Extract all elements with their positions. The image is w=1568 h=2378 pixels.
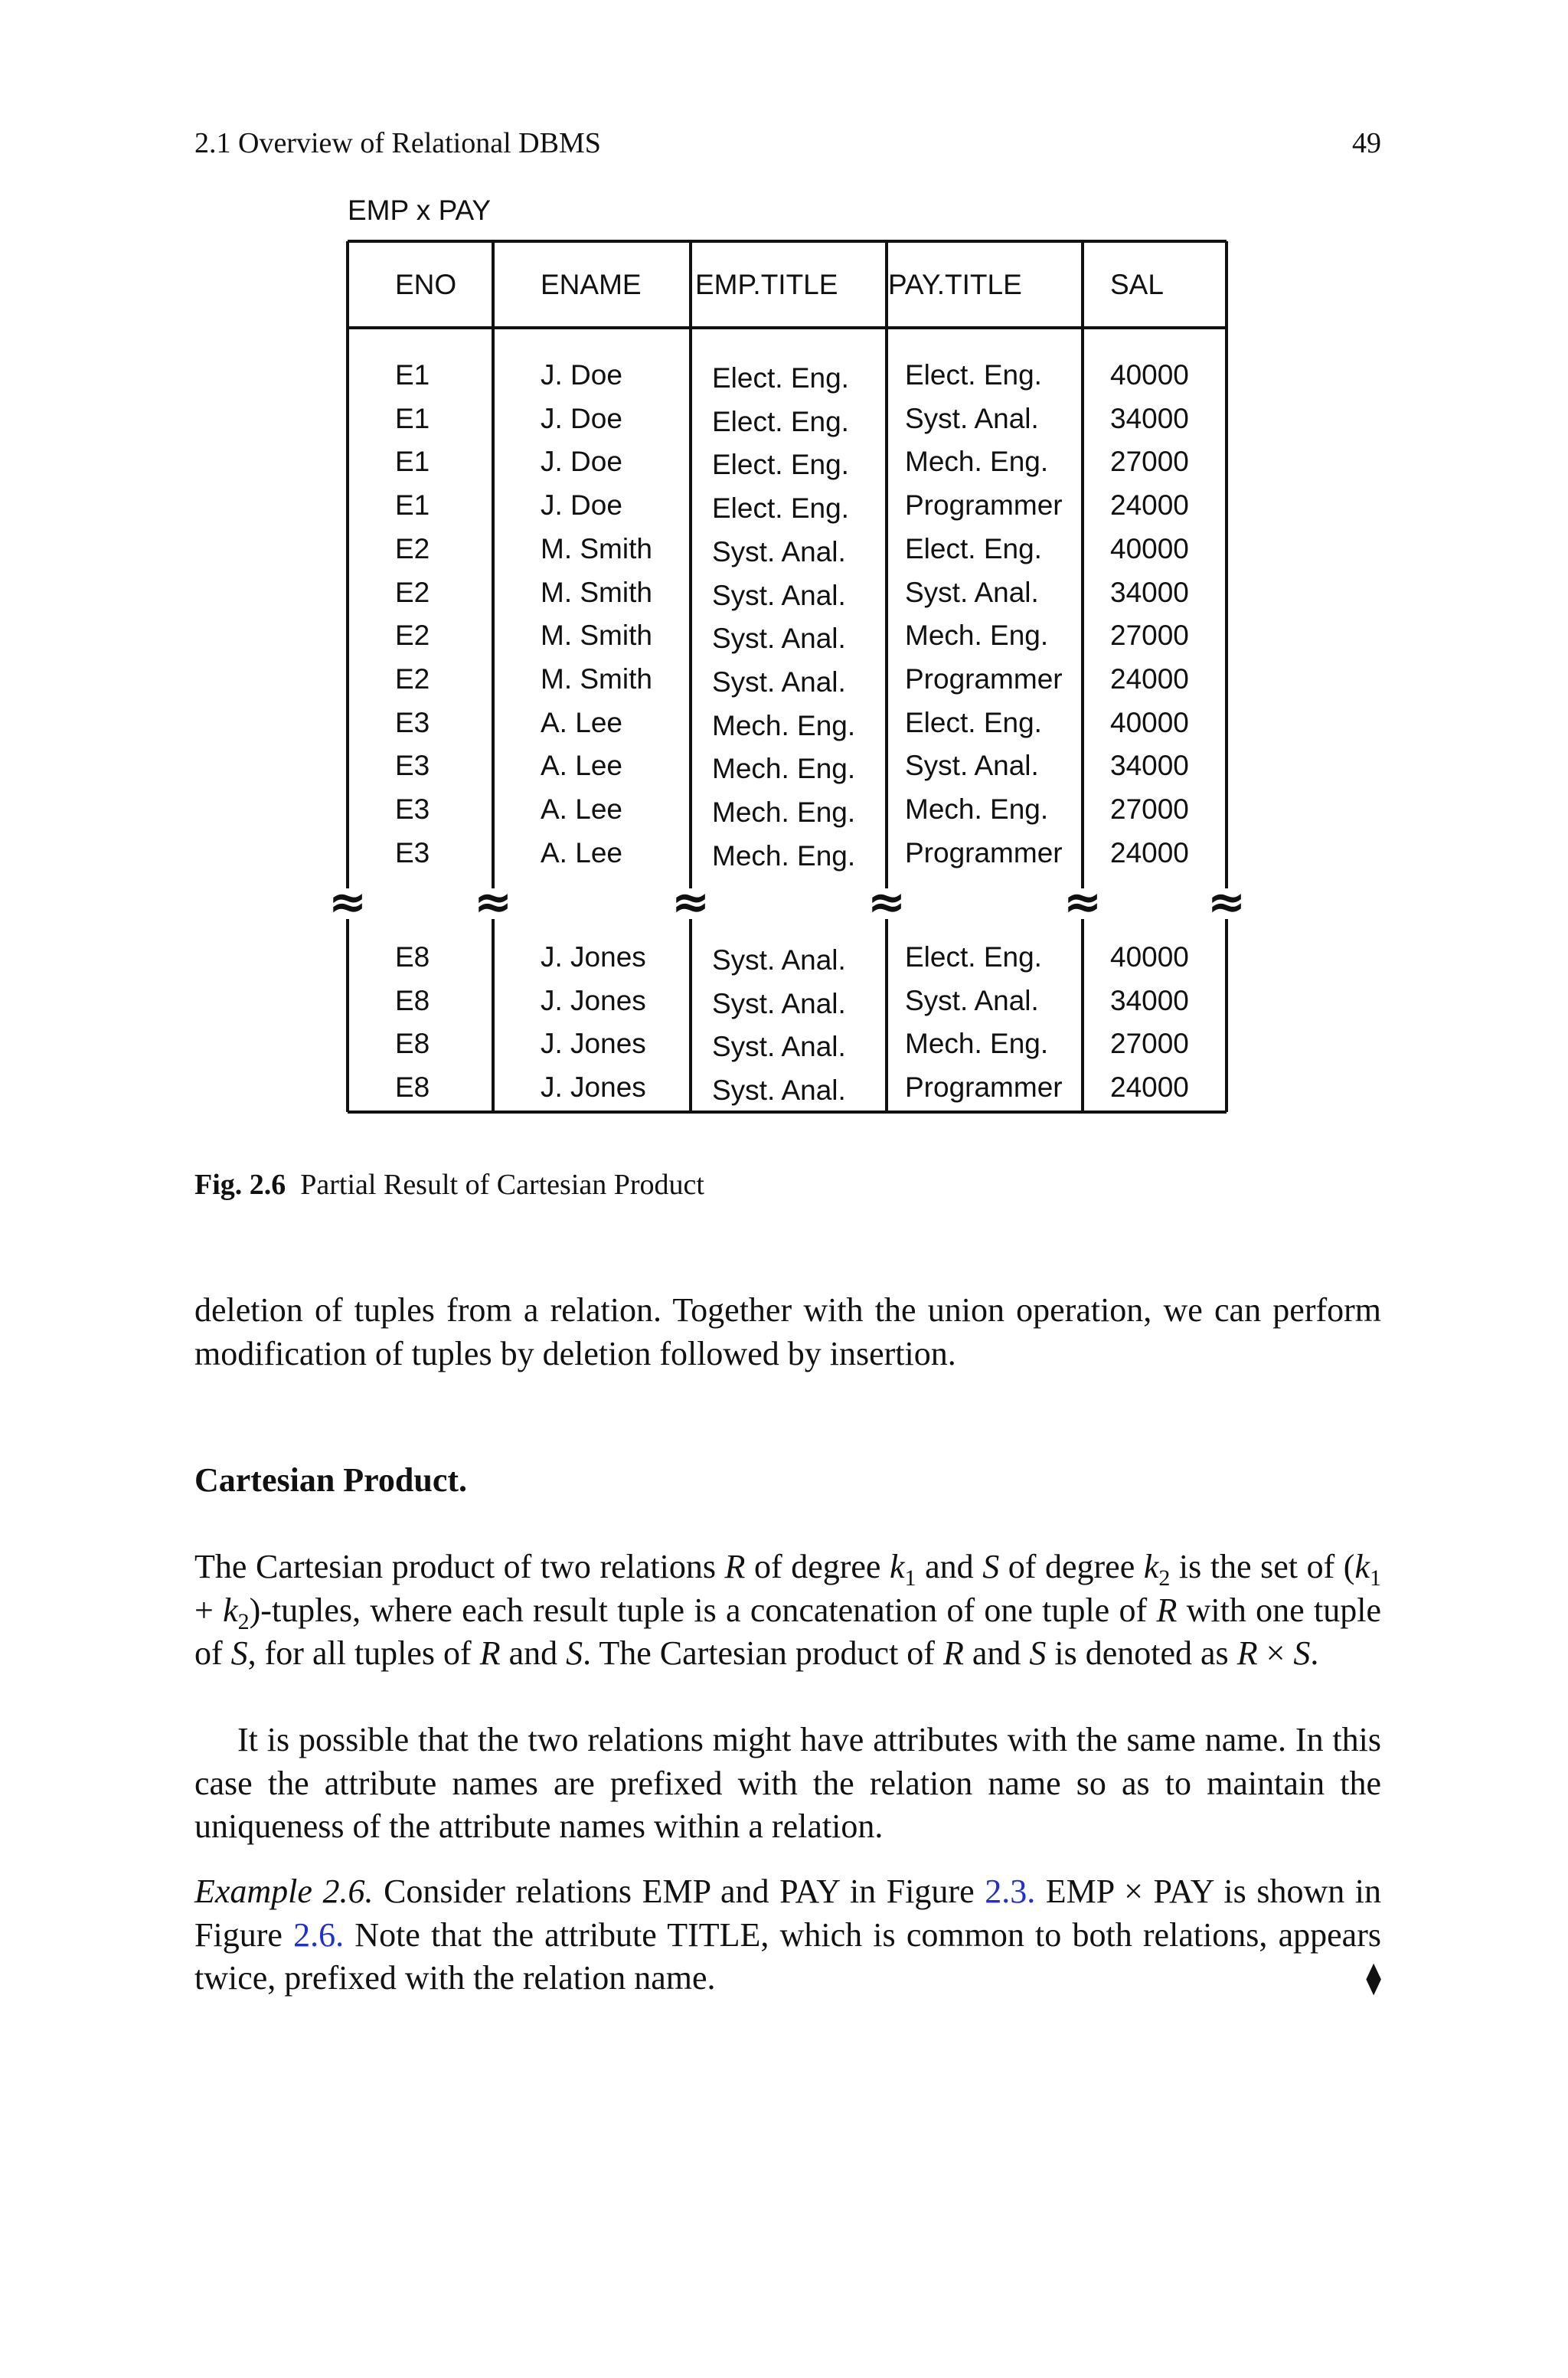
table-cell: A. Lee <box>541 750 622 782</box>
table-cell: A. Lee <box>541 836 622 868</box>
table-cell: M. Smith <box>541 620 652 652</box>
table-cell: Elect. Eng. <box>905 941 1042 973</box>
table-title: EMP x PAY <box>348 195 492 226</box>
table-cell: M. Smith <box>541 576 652 608</box>
table-cell: Syst. Anal. <box>712 1031 846 1063</box>
table-cell: E3 <box>395 706 430 738</box>
table-cell: M. Smith <box>541 532 652 564</box>
page-number: 49 <box>1352 127 1381 159</box>
table-cell: Elect. Eng. <box>712 449 849 481</box>
break-mark: ≈ <box>1207 875 1246 929</box>
table-cell: Mech. Eng. <box>905 793 1049 825</box>
table-cell: Mech. Eng. <box>712 709 856 741</box>
figure-caption-label: Fig. 2.6 <box>194 1169 286 1201</box>
table-cell: 34000 <box>1110 402 1189 434</box>
break-mark: ≈ <box>473 875 513 929</box>
table-cell: Elect. Eng. <box>905 359 1042 391</box>
table-cell: 27000 <box>1110 620 1189 652</box>
table-cell: E1 <box>395 359 430 391</box>
table-cell: E2 <box>395 576 430 608</box>
table-cell: 40000 <box>1110 359 1189 391</box>
table-cell: 27000 <box>1110 793 1189 825</box>
table-cell: Mech. Eng. <box>905 620 1049 652</box>
table-cell: J. Jones <box>541 984 646 1016</box>
table-cell: J. Doe <box>541 359 622 391</box>
figure-cartesian-product <box>328 191 1246 1126</box>
figure-ref-2-6[interactable]: 2.6. <box>293 1915 345 1954</box>
table-cell: Mech. Eng. <box>712 753 856 785</box>
table-cell: Mech. Eng. <box>905 1028 1049 1060</box>
break-mark: ≈ <box>1063 875 1102 929</box>
table-cell: Syst. Anal. <box>905 576 1039 608</box>
table-cell: E8 <box>395 984 430 1016</box>
table-cell: 34000 <box>1110 984 1189 1016</box>
table-cell: E2 <box>395 620 430 652</box>
table-cell: 24000 <box>1110 489 1189 522</box>
table-cell: Syst. Anal. <box>712 666 846 698</box>
table-cell: Mech. Eng. <box>905 446 1049 478</box>
table-cell: Mech. Eng. <box>712 796 856 828</box>
table-cell: 24000 <box>1110 1071 1189 1104</box>
break-mark: ≈ <box>867 875 906 929</box>
table-cell: J. Jones <box>541 1071 646 1104</box>
paragraph-attribute-names-text: It is possible that the two relations might have attributes with the same name. In this case the attribute names are prefixed with the relation name so as to maintain the uniqueness of the attribute names within a relation. <box>194 1721 1381 1845</box>
table-cell: A. Lee <box>541 793 622 825</box>
table-cell: E1 <box>395 446 430 478</box>
table-cell: Syst. Anal. <box>905 750 1039 782</box>
table-cell: Elect. Eng. <box>905 532 1042 564</box>
table-cell: 34000 <box>1110 576 1189 608</box>
table-cell: Syst. Anal. <box>712 623 846 655</box>
table-cell: E8 <box>395 941 430 973</box>
figure-caption <box>194 1166 704 1204</box>
paragraph-cartesian-definition: The Cartesian product of two relations R of degree $k_1$ and S of degree $k_2$ is the set of ($k_1$ + $k_2$)-tuples, where each result tuple is a concatenation of one tuple of R with one tuple of S, for all tuples of R and S. The Cartesian product of R and S is denoted as R × S. <box>194 1548 1381 1672</box>
table-cell: 24000 <box>1110 662 1189 695</box>
table-cell: J. Jones <box>541 941 646 973</box>
table-cell: Programmer <box>905 489 1063 522</box>
table-cell: Elect. Eng. <box>712 492 849 525</box>
table-cell: 27000 <box>1110 1028 1189 1060</box>
table-cell: Syst. Anal. <box>905 984 1039 1016</box>
figure-ref-2-3[interactable]: 2.3. <box>985 1873 1036 1910</box>
table-cell: E2 <box>395 532 430 564</box>
table-cell: M. Smith <box>541 662 652 695</box>
table-cell: Syst. Anal. <box>712 944 846 976</box>
column-header-ename: ENAME <box>541 269 642 300</box>
figure-caption-text: Partial Result of Cartesian Product <box>300 1169 704 1201</box>
column-header-pay-title: PAY.TITLE <box>888 269 1022 300</box>
table-cell: Programmer <box>905 1071 1063 1104</box>
table-cell: J. Doe <box>541 489 622 522</box>
table-cell: E1 <box>395 489 430 522</box>
table-cell: E8 <box>395 1071 430 1104</box>
running-head-section: 2.1 Overview of Relational DBMS <box>194 127 601 159</box>
table-cell: Elect. Eng. <box>905 706 1042 738</box>
column-header-eno: ENO <box>395 269 457 300</box>
table-cell: Programmer <box>905 836 1063 868</box>
end-of-example-icon: ⧫ <box>1366 1961 1381 1995</box>
break-mark: ≈ <box>328 875 368 929</box>
paragraph-attribute-names <box>194 1719 1381 1849</box>
column-header-emp-title: EMP.TITLE <box>695 269 838 300</box>
table-cell: E1 <box>395 402 430 434</box>
table-cell: E2 <box>395 662 430 695</box>
table-cell: 40000 <box>1110 706 1189 738</box>
table-cell: E3 <box>395 750 430 782</box>
table-cell: J. Doe <box>541 446 622 478</box>
table-cell: Elect. Eng. <box>712 405 849 437</box>
table-cell: 40000 <box>1110 941 1189 973</box>
table-cell: Syst. Anal. <box>712 579 846 611</box>
table-cell: Syst. Anal. <box>905 402 1039 434</box>
table-frame <box>328 191 1246 1126</box>
table-cell: Syst. Anal. <box>712 535 846 568</box>
break-mark: ≈ <box>671 875 710 929</box>
paragraph-deletion <box>194 1289 1381 1375</box>
table-cell: J. Jones <box>541 1028 646 1060</box>
running-head <box>194 124 1381 162</box>
table-cell: E8 <box>395 1028 430 1060</box>
table-cell: E3 <box>395 836 430 868</box>
table-cell: A. Lee <box>541 706 622 738</box>
table-cell: 34000 <box>1110 750 1189 782</box>
example-label: Example 2.6. <box>194 1873 374 1910</box>
column-header-sal: SAL <box>1110 269 1164 300</box>
paragraph-example: Example 2.6. Consider relations EMP and PAY in Figure 2.3. EMP × PAY is shown in Figure 2.6. Note that the attribute TITLE, which is common to both relations, appears twice, prefixed with the relation name. ⧫ <box>194 1870 1381 2000</box>
table-cell: Mech. Eng. <box>712 839 856 872</box>
paragraph-deletion-text: deletion of tuples from a relation. Together with the union operation, we can perform modification of tuples by deletion followed by insertion. <box>194 1291 1381 1372</box>
table-cell: Syst. Anal. <box>712 987 846 1019</box>
table-cell: Syst. Anal. <box>712 1075 846 1107</box>
section-heading: Cartesian Product. <box>194 1461 468 1499</box>
table-cell: Elect. Eng. <box>712 362 849 394</box>
table-cell: 27000 <box>1110 446 1189 478</box>
table-cell: 24000 <box>1110 836 1189 868</box>
table-cell: J. Doe <box>541 402 622 434</box>
table-cell: Programmer <box>905 662 1063 695</box>
table-cell: 40000 <box>1110 532 1189 564</box>
table-cell: E3 <box>395 793 430 825</box>
